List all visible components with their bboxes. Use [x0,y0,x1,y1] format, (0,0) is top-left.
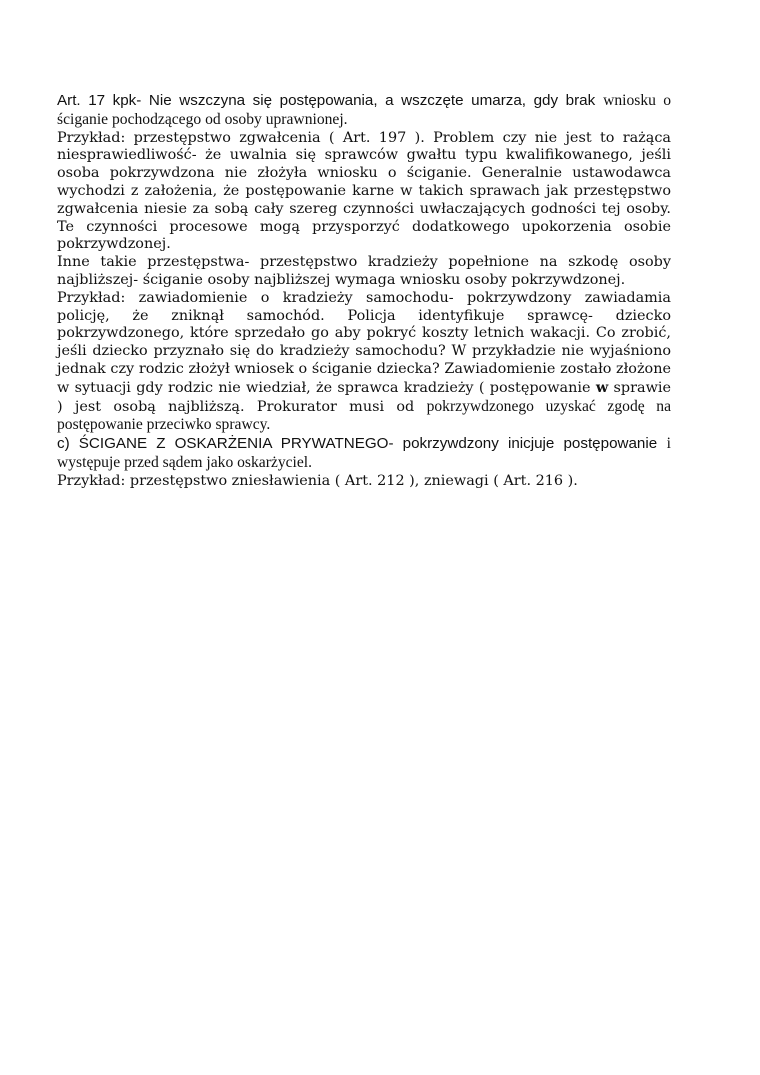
paragraph-art-17 [57,92,671,130]
bold-letter: w [595,378,609,396]
paragraph-text: i występuje przed sądem jako oskarżyciel. [57,435,671,471]
paragraph-example-rape [57,130,671,255]
paragraph-text: Inne takie przestępstwa- przestępstwo kradzieży popełnione na szkodę osoby najbliższej- ściganie osoby najbliższej wymaga wniosku osoby pokrzywdzonej. [57,254,671,288]
paragraph-text: sprawie ) jest osobą najbliższą. Prokurator musi od [57,379,672,415]
paragraph-text: - pokrzywdzony inicjuje postępowanie [388,435,658,453]
paragraph-example-defamation [57,473,671,491]
paragraph-private-prosecution [57,435,671,473]
paragraph-text: wniosku o ściganie pochodzącego od osoby uprawnionej. [57,92,671,128]
document-page [57,92,671,491]
paragraph-text: Przykład: przestępstwo zgwałcenia ( Art. 197 ). Problem czy nie jest to rażąca niesprawiedliwość- że uwalnia się sprawców gwałtu typu kwalifikowanego, jeśli osoba pokrzywdzona nie złożyła wniosku o ściganie. Generalnie ustawodawca wychodzi z założenia, że postępowanie karne w takich sprawach jak przestępstwo zgwałcenia niesie za sobą cały szereg czynności uwłaczających godności tej osoby. Te czynności procesowe mogą przysporzyć dodatkowego upokorzenia osobie pokrzywdzonej. [57,129,671,253]
paragraph-text: Przykład: przestępstwo zniesławienia ( Art. 212 ), zniewagi ( Art. 216 ). [57,472,578,489]
paragraph-text: Przykład: zawiadomienie o kradzieży samochodu- pokrzywdzony zawiadamia policję, że zniknął samochód. Policja identyfikuje sprawcę- dziecko pokrzywdzonego, które sprzedało go aby pokryć koszty letnich wakacji. Co zrobić, jeśli dziecko przyznało się do kradzieży samochodu? W przykładzie nie wyjaśniono jednak czy rodzic złożył wniosek o ściganie dziecka? Zawiadomienie zostało złożone w sytuacji gdy rodzic nie wiedział, że sprawca kradzieży ( postępowanie [57,289,671,396]
section-heading: c) ŚCIGANE Z OSKARŻENIA PRYWATNEGO [57,435,389,453]
paragraph-example-theft [57,290,671,435]
paragraph-text: pokrzywdzonego uzyskać zgodę na postępowanie przeciwko sprawcy. [57,397,672,434]
paragraph-other-offences [57,254,671,290]
paragraph-text: Art. 17 kpk- Nie wszczyna się postępowania, a wszczęte umarza, gdy brak [57,92,596,109]
